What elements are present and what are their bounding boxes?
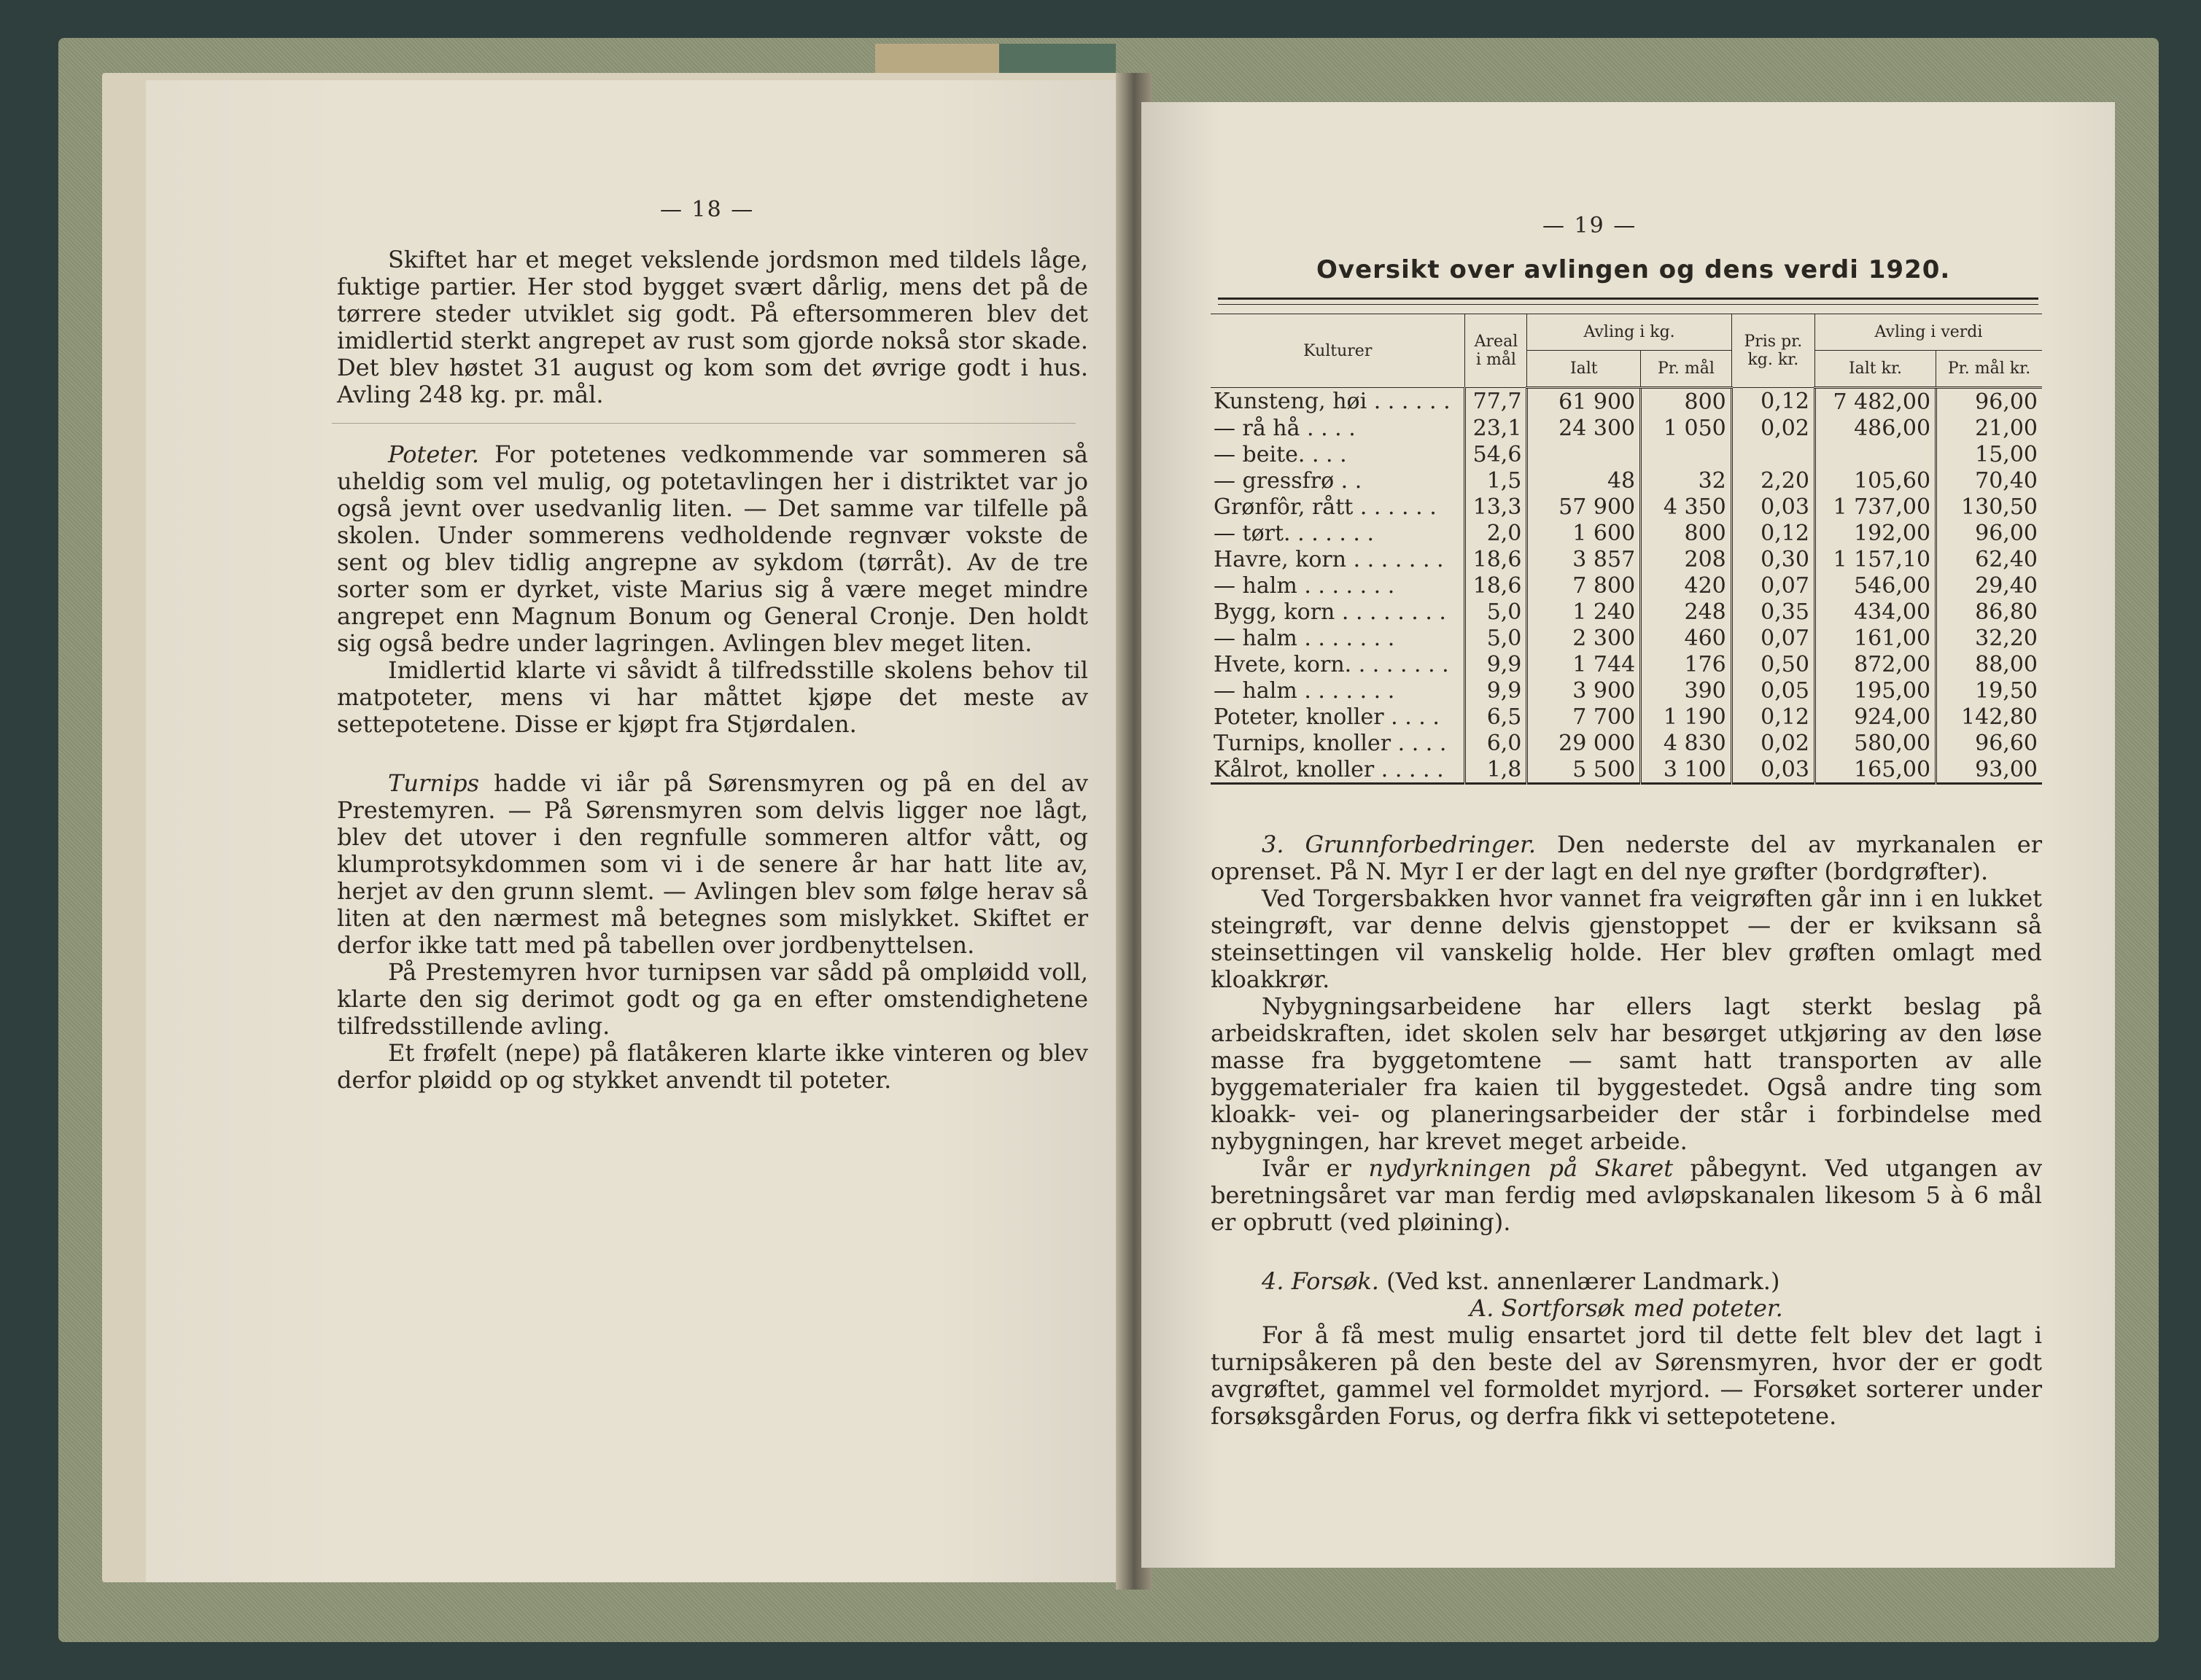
- cell-ialt: 1 744: [1527, 651, 1641, 677]
- cell-areal: 18,6: [1465, 546, 1527, 572]
- cell-name: — halm . . . . . . .: [1214, 677, 1395, 704]
- forsok-number: 4.: [1262, 1267, 1284, 1295]
- cell-pr: 3 100: [1641, 756, 1732, 784]
- cell-ialt: 5 500: [1527, 756, 1641, 784]
- cell-pris: 0,05: [1731, 677, 1814, 704]
- paragraph-ivar: [1211, 1155, 2042, 1236]
- cell-ialt: 3 900: [1527, 677, 1641, 704]
- cell-pris: 0,50: [1731, 651, 1814, 677]
- paragraph-torgersbakken: Ved Torgersbakken hvor vannet fra veigrøften går inn i en lukket steingrøft, var denne delvis gjenstoppet — der er kviksann så steinsettingen vil vanskelig holde. Her blev grøften omlagt med kloakkrør.: [1211, 884, 2042, 993]
- cell-verdi: 195,00: [1814, 677, 1936, 704]
- cell-name: — gressfrø . .: [1214, 467, 1362, 494]
- cell-verdi-pr: 142,80: [1936, 704, 2042, 730]
- cell-ialt: [1527, 441, 1641, 467]
- cell-verdi-pr: 15,00: [1936, 441, 2042, 467]
- cell-ialt: 57 900: [1527, 494, 1641, 520]
- cell-verdi: 486,00: [1814, 415, 1936, 441]
- divider: [332, 423, 1076, 424]
- cell-verdi: 580,00: [1814, 730, 1936, 756]
- cell-pr: 4 350: [1641, 494, 1732, 520]
- cell-name: Kålrot, knoller . . . . .: [1211, 756, 1465, 784]
- table-row: [1211, 599, 2042, 625]
- paragraph-forsok: For å få mest mulig ensartet jord til dette felt blev det lagt i turnipsåkeren på den beste del av Sørensmyren, hvor der er godt avgrøftet, gammel vel formoldet myrjord. — Forsøket sorterer under forsøksgården Forus, og derfra fikk vi settepotetene.: [1211, 1321, 2042, 1430]
- forsok-heading: Forsøk.: [1291, 1267, 1379, 1295]
- table-row: [1211, 730, 2042, 756]
- cell-areal: 1,8: [1465, 756, 1527, 784]
- cell-pris: 0,02: [1731, 415, 1814, 441]
- page-number-18: — 18 —: [660, 197, 755, 222]
- cell-areal: 18,6: [1465, 572, 1527, 599]
- cell-pris: 0,07: [1731, 625, 1814, 651]
- table-row: [1211, 415, 2042, 441]
- cell-areal: 5,0: [1465, 625, 1527, 651]
- paragraph-barley: Skiftet har et meget vekslende jordsmon med tildels låge, fuktige partier. Her stod bygget svært dårlig, mens det på de tørrere steder utviklet sig godt. På eftersommeren blev det imidlertid sterkt angrepet av rust som gjorde nokså stor skade. Det blev høstet 31 august og kom som det øvrige godt i hus. Avling 248 kg. pr. mål.: [337, 246, 1088, 408]
- cell-name: Havre, korn . . . . . . .: [1214, 546, 1444, 572]
- table-row: [1211, 677, 2042, 704]
- cell-pris: 0,12: [1731, 520, 1814, 546]
- table-row: [1211, 494, 2042, 520]
- cell-name: Hvete, korn. . . . . . . .: [1214, 651, 1449, 677]
- cell-verdi-pr: 86,80: [1936, 599, 2042, 625]
- left-page-text-2: [337, 441, 1088, 1094]
- header-pr-maal-kr: Pr. mål kr.: [1936, 350, 2042, 387]
- cell-verdi: 924,00: [1814, 704, 1936, 730]
- cell-pr: 800: [1641, 520, 1732, 546]
- cell-areal: 23,1: [1465, 415, 1527, 441]
- cell-areal: 9,9: [1465, 651, 1527, 677]
- cell-ialt: 7 700: [1527, 704, 1641, 730]
- header-pris: Pris pr. kg. kr.: [1731, 314, 1814, 388]
- cell-ialt: 24 300: [1527, 415, 1641, 441]
- cell-pris: 0,30: [1731, 546, 1814, 572]
- cell-ialt: 7 800: [1527, 572, 1641, 599]
- table-row: [1211, 388, 2042, 416]
- cell-verdi-pr: 32,20: [1936, 625, 2042, 651]
- cell-pr: 1 190: [1641, 704, 1732, 730]
- right-page: [1141, 102, 2115, 1568]
- header-areal: Areal i mål: [1465, 314, 1527, 388]
- grunn-text: Den nederste del av myrkanalen er oprenset. På N. Myr I er der lagt en del nye grøfter (bordgrøfter).: [1211, 831, 2042, 885]
- cell-areal: 6,0: [1465, 730, 1527, 756]
- cell-pris: 0,03: [1731, 756, 1814, 784]
- cell-areal: 9,9: [1465, 677, 1527, 704]
- paragraph-nybygning: Nybygningsarbeidene har ellers lagt sterkt beslag på arbeidskraften, idet skolen selv har besørget utkjøring av den løse masse fra byggetomtene — samt hatt transporten av alle byggematerialer fra kaien til byggestedet. Også andre ting som kloakk- vei- og planeringsarbeider der står i forbindelse med nybygningen, har krevet meget arbeide.: [1211, 992, 2042, 1155]
- cell-ialt: 48: [1527, 467, 1641, 494]
- cell-pr: 800: [1641, 388, 1732, 416]
- cell-pr: 460: [1641, 625, 1732, 651]
- poteter-text: For potetenes vedkommende var sommeren så uheldig som vel mulig, og potetavlingen her i distriktet var jo også jevnt over usedvanlig liten. — Det samme var tilfelle på skolen. Under sommerens vedholdende regnvær vokste de sent og blev tidlig angrepne av sykdom (tørråt). Av de tre sorter som er dyrket, viste Marius sig å være meget mindre angrepet enn Magnum Bonum og General Cronje. Den holdt sig også bedre under lagringen. Avlingen blev meget liten.: [337, 440, 1088, 657]
- cell-verdi-pr: 29,40: [1936, 572, 2042, 599]
- ivar-pre: Ivår er: [1262, 1154, 1369, 1182]
- cell-verdi: 7 482,00: [1814, 388, 1936, 416]
- header-kulturer: Kulturer: [1211, 314, 1465, 388]
- header-avling-verdi: Avling i verdi: [1814, 314, 2042, 351]
- cell-pris: 2,20: [1731, 467, 1814, 494]
- cell-verdi: 165,00: [1814, 756, 1936, 784]
- right-page-text: [1211, 831, 2042, 1430]
- cell-ialt: 3 857: [1527, 546, 1641, 572]
- cell-name: — rå hå . . . .: [1214, 415, 1356, 441]
- cell-pris: 0,12: [1731, 704, 1814, 730]
- cell-verdi: 1 157,10: [1814, 546, 1936, 572]
- paragraph-poteter: [337, 441, 1088, 657]
- paragraph-frofelt: Et frøfelt (nepe) på flatåkeren klarte ikke vinteren og blev derfor pløidd op og stykket anvendt til poteter.: [337, 1039, 1088, 1094]
- paragraph-imidlertid: Imidlertid klarte vi såvidt å tilfredsstille skolens behov til matpoteter, mens vi har måttet kjøpe det meste av settepotetene. Disse er kjøpt fra Stjørdalen.: [337, 656, 1088, 738]
- cell-areal: 5,0: [1465, 599, 1527, 625]
- table-row: [1211, 756, 2042, 784]
- cell-areal: 77,7: [1465, 388, 1527, 416]
- table-title: Oversikt over avlingen og dens verdi 1920.: [1316, 255, 1951, 284]
- cell-verdi-pr: 21,00: [1936, 415, 2042, 441]
- cell-verdi: 546,00: [1814, 572, 1936, 599]
- cell-pris: 0,12: [1731, 388, 1814, 416]
- cell-ialt: 61 900: [1527, 388, 1641, 416]
- cell-verdi: 161,00: [1814, 625, 1936, 651]
- cell-verdi-pr: 62,40: [1936, 546, 2042, 572]
- cell-name: — tørt. . . . . . .: [1214, 520, 1375, 546]
- page-number-19: — 19 —: [1542, 213, 1637, 238]
- cell-verdi-pr: 130,50: [1936, 494, 2042, 520]
- cell-pr: [1641, 441, 1732, 467]
- paragraph-grunnforbedringer: [1211, 831, 2042, 885]
- cell-pris: 0,07: [1731, 572, 1814, 599]
- cell-areal: 13,3: [1465, 494, 1527, 520]
- header-ialt: Ialt: [1527, 350, 1641, 387]
- cell-ialt: 1 240: [1527, 599, 1641, 625]
- table-row: [1211, 704, 2042, 730]
- cell-name: Kunsteng, høi . . . . . .: [1214, 389, 1451, 414]
- cell-pr: 390: [1641, 677, 1732, 704]
- cell-name: — halm . . . . . . .: [1214, 572, 1395, 599]
- cell-verdi-pr: 96,00: [1936, 388, 2042, 416]
- sortforsok-number: A.: [1470, 1294, 1494, 1322]
- ivar-post: påbegynt. Ved utgangen av beretningsåret var man ferdig med avløpskanalen likesom 5 à 6 mål er opbrutt (ved pløining).: [1211, 1154, 2043, 1236]
- cell-pr: 1 050: [1641, 415, 1732, 441]
- header-avling-kg: Avling i kg.: [1527, 314, 1731, 351]
- cell-pr: 420: [1641, 572, 1732, 599]
- table-row: [1211, 467, 2042, 494]
- cell-ialt: 2 300: [1527, 625, 1641, 651]
- cell-verdi: 434,00: [1814, 599, 1936, 625]
- cell-pris: 0,03: [1731, 494, 1814, 520]
- table-row: [1211, 546, 2042, 572]
- cell-name: — beite. . . .: [1214, 441, 1347, 467]
- cell-ialt: 29 000: [1527, 730, 1641, 756]
- header-pr-maal: Pr. mål: [1641, 350, 1732, 387]
- cell-verdi-pr: 70,40: [1936, 467, 2042, 494]
- paragraph-turnips: [337, 770, 1088, 959]
- forsok-sub: (Ved kst. annenlærer Landmark.): [1378, 1267, 1780, 1295]
- table-row: [1211, 651, 2042, 677]
- crop-table: [1211, 314, 2042, 785]
- cell-pris: 0,35: [1731, 599, 1814, 625]
- turnips-heading: Turnips: [388, 769, 479, 797]
- grunn-number: 3.: [1262, 831, 1284, 858]
- cell-pr: 248: [1641, 599, 1732, 625]
- cell-areal: 1,5: [1465, 467, 1527, 494]
- ivar-emphasis: nydyrkningen på Skaret: [1368, 1154, 1674, 1182]
- cell-verdi: 192,00: [1814, 520, 1936, 546]
- table-row: [1211, 441, 2042, 467]
- cell-verdi-pr: 19,50: [1936, 677, 2042, 704]
- cell-name: Grønfôr, rått . . . . . .: [1214, 494, 1437, 520]
- cell-areal: 6,5: [1465, 704, 1527, 730]
- cell-pr: 176: [1641, 651, 1732, 677]
- table-row: [1211, 572, 2042, 599]
- cell-name: Turnips, knoller . . . .: [1214, 730, 1447, 756]
- sortforsok-heading-line: [1211, 1295, 2042, 1322]
- cell-pris: 0,02: [1731, 730, 1814, 756]
- cell-name: Poteter, knoller . . . .: [1214, 704, 1440, 730]
- grunn-heading: Grunnforbedringer.: [1305, 831, 1536, 858]
- cell-verdi: 872,00: [1814, 651, 1936, 677]
- left-page: [146, 80, 1134, 1582]
- cell-pr: 32: [1641, 467, 1732, 494]
- cell-verdi-pr: 96,00: [1936, 520, 2042, 546]
- table-top-rule: [1218, 298, 2038, 305]
- header-ialt-kr: Ialt kr.: [1814, 350, 1936, 387]
- cell-verdi-pr: 96,60: [1936, 730, 2042, 756]
- cell-verdi-pr: 93,00: [1936, 756, 2042, 784]
- cell-pr: 208: [1641, 546, 1732, 572]
- crop-table-body: [1211, 388, 2042, 784]
- cell-areal: 54,6: [1465, 441, 1527, 467]
- cell-name: Bygg, korn . . . . . . . .: [1214, 599, 1446, 625]
- cell-pr: 4 830: [1641, 730, 1732, 756]
- cell-verdi: [1814, 441, 1936, 467]
- paragraph-prestemyren: På Prestemyren hvor turnipsen var sådd på ompløidd voll, klarte den sig derimot godt og ga en efter omstendighetene tilfredsstillende avling.: [337, 958, 1088, 1040]
- cell-ialt: 1 600: [1527, 520, 1641, 546]
- cell-verdi: 1 737,00: [1814, 494, 1936, 520]
- sortforsok-heading: Sortforsøk med poteter.: [1501, 1294, 1783, 1322]
- cell-areal: 2,0: [1465, 520, 1527, 546]
- cell-pris: [1731, 441, 1814, 467]
- cell-name: — halm . . . . . . .: [1214, 625, 1395, 651]
- left-page-text-1: [337, 246, 1088, 408]
- turnips-text: hadde vi iår på Sørensmyren og på en del av Prestemyren. — På Sørensmyren som delvis ligger noe lågt, blev det utover i den regnfulle sommeren altfor vått, og klumprotsykdommen som vi i de senere år har hatt lite av, herjet av den grunn slemt. — Avlingen blev som følge herav så liten at den nærmest må betegnes som mislykket. Skiftet er derfor ikke tatt med på tabellen over jordbenyttelsen.: [337, 769, 1088, 959]
- table-row: [1211, 625, 2042, 651]
- cell-verdi-pr: 88,00: [1936, 651, 2042, 677]
- poteter-heading: Poteter.: [388, 440, 480, 468]
- table-row: [1211, 520, 2042, 546]
- cell-verdi: 105,60: [1814, 467, 1936, 494]
- forsok-heading-line: [1211, 1268, 2042, 1295]
